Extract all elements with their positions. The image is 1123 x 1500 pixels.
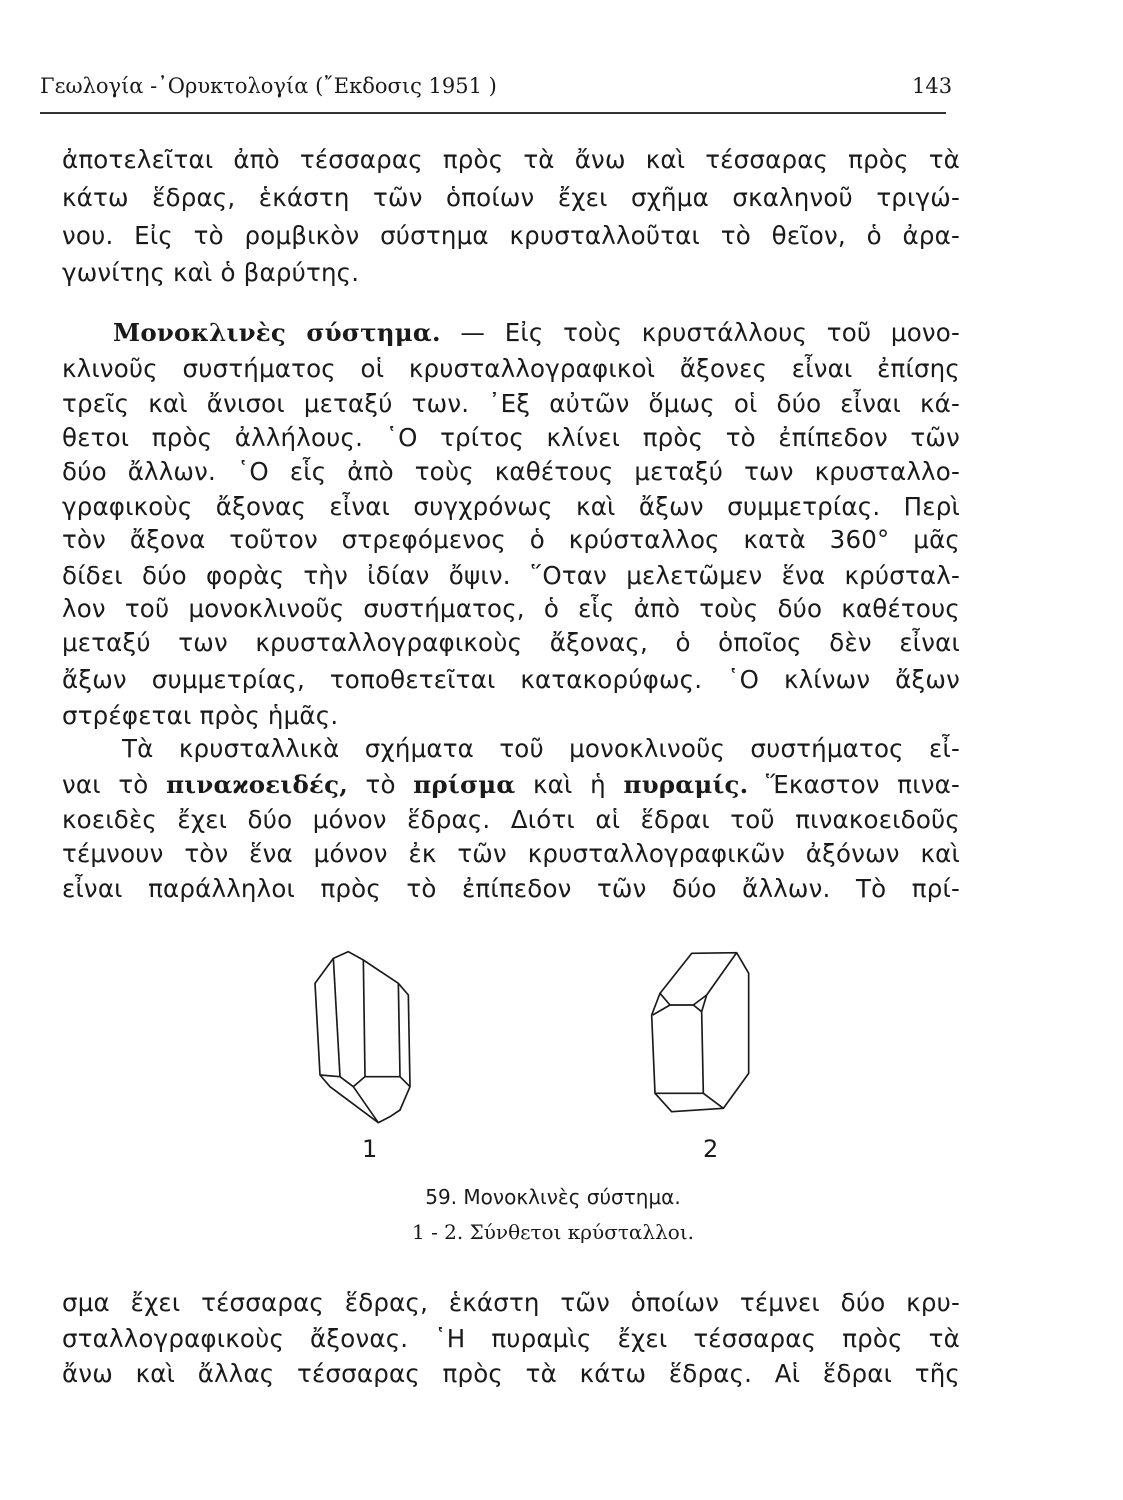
text-line: ἄνω καὶ ἄλλας τέσσαρας πρὸς τὰ κάτω ἕδρας. Αἱ ἕδραι τῆς xyxy=(62,1359,960,1388)
crystal-2-drawing xyxy=(652,953,749,1112)
text-line: δίδει δύο φορὰς τὴν ἰδίαν ὄψιν. ῞Οταν μελετῶμεν ἕνα κρύσταλ- xyxy=(62,561,960,590)
text-span: καὶ ἡ xyxy=(515,770,624,799)
text-line: σταλλογραφικοὺς ἄξονας. ῾Η πυραμὶς ἔχει τέσσαρας πρὸς τὰ xyxy=(62,1324,960,1353)
text-line: Τὰ κρυσταλλικὰ σχήματα τοῦ μονοκλινοῦς συστήματος εἶ- xyxy=(122,734,960,763)
text-line: γωνίτης καὶ ὁ βαρύτης. xyxy=(62,258,360,287)
section-heading: Μονοκλινὲς σύστημα. xyxy=(113,318,441,347)
text-line: τὸν ἄξονα τοῦτον στρεφόμενος ὁ κρύσταλλος κατὰ 360° μᾶς xyxy=(62,525,960,554)
text-line xyxy=(113,316,960,350)
figure-label-2: 2 xyxy=(703,1135,719,1163)
figure-subcaption: 1 - 2. Σύνθετοι κρύσταλλοι. xyxy=(411,1220,695,1244)
text-line: ἄξων συμμετρίας, τοποθετεῖται κατακορύφως. ῾Ο κλίνων ἄξων xyxy=(62,665,960,694)
page-number: 143 xyxy=(912,74,953,98)
text-line: θετοι πρὸς ἀλλήλους. ῾Ο τρίτος κλίνει πρὸς τὸ ἐπίπεδον τῶν xyxy=(62,423,960,452)
text-span: τὸ xyxy=(347,770,414,799)
figure-label-1: 1 xyxy=(362,1135,378,1163)
term-pinacoid: πιναϰοειδές, xyxy=(166,770,348,799)
header-rule xyxy=(40,112,946,114)
term-pyramid: πυραμίς. xyxy=(623,770,749,799)
text-line: κάτω ἕδρας, ἑκάστη τῶν ὁποίων ἔχει σχῆμα σκαληνοῦ τριγώ- xyxy=(62,183,960,212)
text-line: σμα ἔχει τέσσαρας ἕδρας, ἑκάστη τῶν ὁποίων τέμνει δύο κρυ- xyxy=(62,1288,960,1317)
term-prism: πρίσμα xyxy=(413,770,516,799)
text-line xyxy=(62,768,960,802)
text-span: Ἕκαστον πινα- xyxy=(748,770,960,799)
text-line: λον τοῦ μονοκλινοῦς συστήματος, ὁ εἷς ἀπὸ τοὺς δύο καθέτους xyxy=(62,594,960,623)
text-line: τέμνουν τὸν ἕνα μόνον ἐκ τῶν κρυσταλλογραφικῶν ἀξόνων καὶ xyxy=(62,839,960,868)
crystal-1-drawing xyxy=(315,952,410,1123)
text-line: δύο ἄλλων. ῾Ο εἷς ἀπὸ τοὺς καθέτους μεταξύ των κρυσταλλο- xyxy=(62,457,960,486)
text-line: εἶναι παράλληλοι πρὸς τὸ ἐπίπεδον τῶν δύο ἄλλων. Τὸ πρί- xyxy=(62,874,960,903)
text-span: ναι τὸ xyxy=(62,770,167,799)
text-span: — Εἰς τοὺς κρυστάλλους τοῦ μονο- xyxy=(440,318,960,347)
running-header-title: Γεωλογία -᾿Ορυκτολογία (῎Εκδοσις 1951 ) xyxy=(40,74,497,98)
text-line: ἀποτελεῖται ἀπὸ τέσσαρας πρὸς τὰ ἄνω καὶ τέσσαρας πρὸς τὰ xyxy=(62,145,960,174)
text-line: κοειδὲς ἔχει δύο μόνον ἕδρας. Διότι αἱ ἕδραι τοῦ πινακοειδοῦς xyxy=(62,805,960,834)
text-line: στρέφεται πρὸς ἡμᾶς. xyxy=(62,701,339,730)
text-line: νου. Εἰς τὸ ρομβικὸν σύστημα κρυσταλλοῦται τὸ θεῖον, ὁ ἀρα- xyxy=(62,221,960,250)
figure-caption: 59. Μονοκλινὲς σύστημα. xyxy=(425,1185,681,1209)
text-line: γραφικοὺς ἄξονας εἶναι συγχρόνως καὶ ἄξων συμμετρίας. Περὶ xyxy=(62,492,960,521)
text-line: τρεῖς καὶ ἄνισοι μεταξύ των. ᾿Εξ αὐτῶν ὅμως οἱ δύο εἶναι κά- xyxy=(62,389,960,418)
text-line: κλινοῦς συστήματος οἱ κρυσταλλογραφικοὶ ἄξονες εἶναι ἐπίσης xyxy=(62,354,960,383)
text-line: μεταξύ των κρυσταλλογραφικοὺς ἄξονας, ὁ ὁποῖος δὲν εἶναι xyxy=(62,628,960,657)
